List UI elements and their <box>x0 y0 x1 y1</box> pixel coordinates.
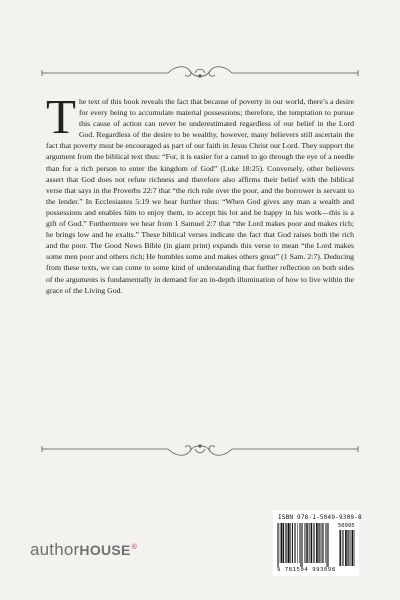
isbn-barcode <box>273 510 362 576</box>
addon-barcode-bars <box>339 530 357 567</box>
drop-cap: T <box>46 89 76 144</box>
back-cover-blurb <box>46 89 354 296</box>
ornament-divider-top <box>40 62 360 84</box>
blurb-text: he text of this book reveals the fact that because of poverty in our world, there’s a desire for every being to accumulate material possessions; therefore, the temptation to pursue this cause of action can never be underestimated regardless of our belief in the Lord God. Regardless of the desire to be wealthy, however, many believers still ascertain the fact that poverty must be encouraged as part of our faith in Jesus Christ our Lord. They support the argument from the biblical text thus: “For, it is easier for a camel to go through the eye of a needle than for a rich person to enter the kingdom of God” (Luke 18:25). Conversely, other believers assert that God does not refute richness and therefore also affirms their belief with the biblical verse that says in the Proverbs 22:7 that “the rich rule over the poor, and the borrower is servant to the lender.” In Ecclesiastes 5:19 we hear further thus: “When God gives any man a wealth and possessions and enables him to enjoy them, to accept his lot and be happy in his work—this is a gift of God.” Furthermore we hear from 1 Samuel 2:7 that “the Lord makes poor and makes rich; he brings low and he exalts.” These biblical verses indicate the fact that God raises both the rich and the poor. The Good News Bible (in giant print) expands this verse to mean “the Lord makes some men poor and others rich; He humbles some and makes others great” (1 Sam. 2:7). Deducing from these texts, we can come to some kind of understanding that further reflection on both sides of the arguments is fundamentally in demand for an in-depth illumination of how to live within the grace of the Living God. <box>46 97 354 295</box>
price-addon-digits: 50995 <box>338 523 355 529</box>
registered-mark: ® <box>131 543 137 551</box>
ean-digits: 9 781504 993098 <box>277 567 336 573</box>
logo-author-text: author <box>30 540 80 559</box>
logo-house-text: HOUSE <box>79 542 131 558</box>
ean-barcode-bars <box>277 523 335 567</box>
ornament-divider-bottom <box>40 438 360 460</box>
isbn-number: ISBN 978-1-5049-9309-8 <box>278 514 362 521</box>
publisher-logo <box>30 540 137 560</box>
